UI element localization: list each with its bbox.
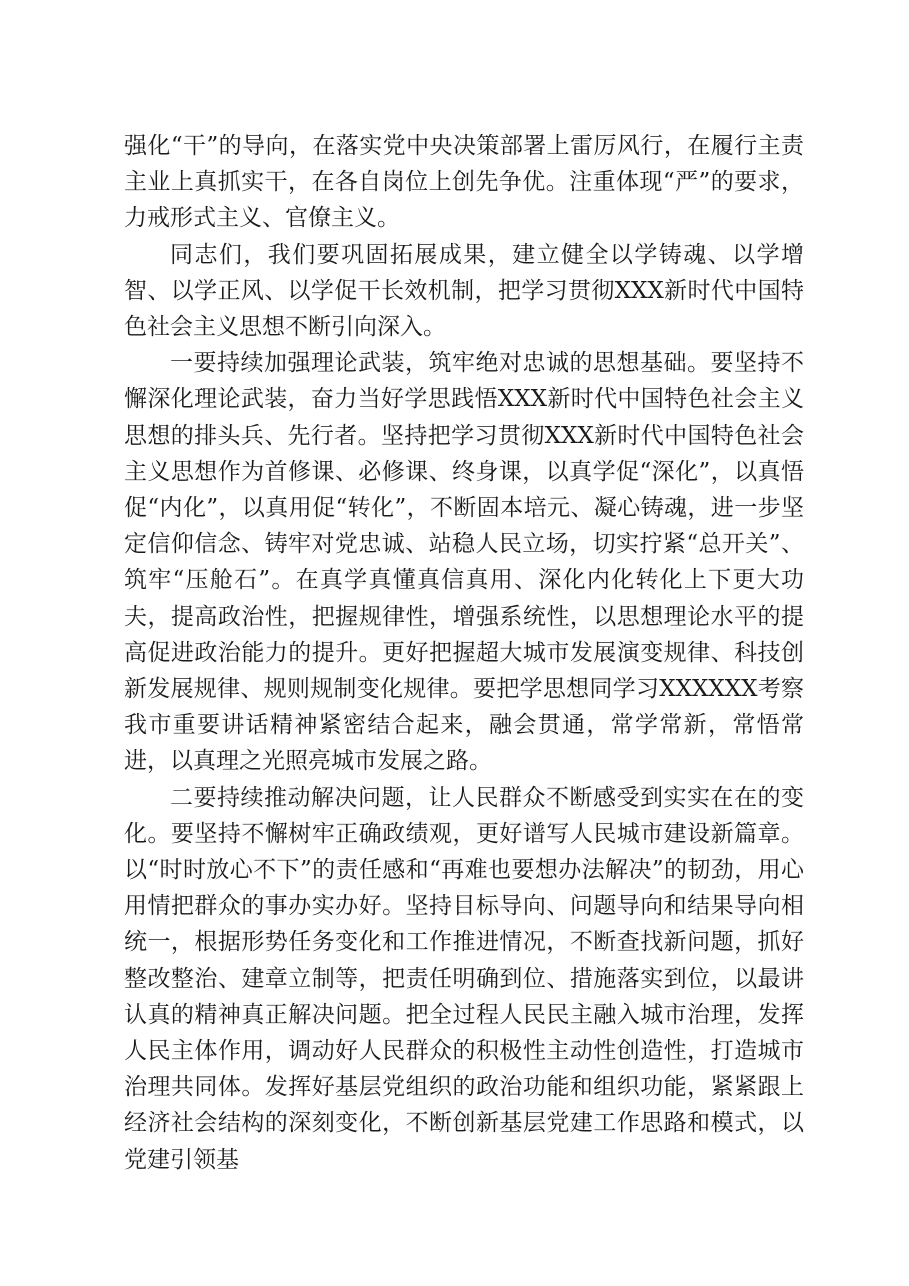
paragraph-continuation: 强化“干”的导向，在落实党中央决策部署上雷厉风行，在履行主责主业上真抓实干，在各自岗位上创先争优。注重体现“严”的要求，力戒形式主义、官僚主义。 (124, 133, 804, 232)
paragraph-point-one: 一要持续加强理论武装，筑牢绝对忠诚的思想基础。要坚持不懈深化理论武装，奋力当好学思践悟XXX新时代中国特色社会主义思想的排头兵、先行者。坚持把学习贯彻XXX新时代中国特色社会主义思想作为首修课、必修课、终身课，以真学促“深化”，以真悟促“内化”，以真用促“转化”，不断固本培元、凝心铸魂，进一步坚定信仰信念、铸牢对党忠诚、站稳人民立场，切实拧紧“总开关”、筑牢“压舱石”。在真学真懂真信真用、深化内化转化上下更大功夫，提高政治性，把握规律性，增强系统性，以思想理论水平的提高促进政治能力的提升。更好把握超大城市发展演变规律、科技创新发展规律、规则规制变化规律。要把学思想同学习XXXXXX考察我市重要讲话精神紧密结合起来，融会贯通，常学常新，常悟常进，以真理之光照亮城市发展之路。 (124, 350, 804, 775)
paragraph-point-two: 二要持续推动解决问题，让人民群众不断感受到实实在在的变化。要坚持不懈树牢正确政绩观，更好谱写人民城市建设新篇章。以“时时放心不下”的责任感和“再难也要想办法解决”的韧劲，用心用情把群众的事办实办好。坚持目标导向、问题导向和结果导向相统一，根据形势任务变化和工作推进情况，不断查找新问题，抓好整改整治、建章立制等，把责任明确到位、措施落实到位，以最讲认真的精神真正解决问题。把全过程人民民主融入城市治理，发挥人民主体作用，调动好人民群众的积极性主动性创造性，打造城市治理共同体。发挥好基层党组织的政治功能和组织功能，紧紧跟上经济社会结构的深刻变化，不断创新基层党建工作思路和模式，以党建引领基 (124, 784, 804, 1173)
body-text (124, 128, 804, 1178)
paragraph-consolidate: 同志们，我们要巩固拓展成果，建立健全以学铸魂、以学增智、以学正风、以学促干长效机制，把学习贯彻XXX新时代中国特色社会主义思想不断引向深入。 (124, 241, 804, 341)
